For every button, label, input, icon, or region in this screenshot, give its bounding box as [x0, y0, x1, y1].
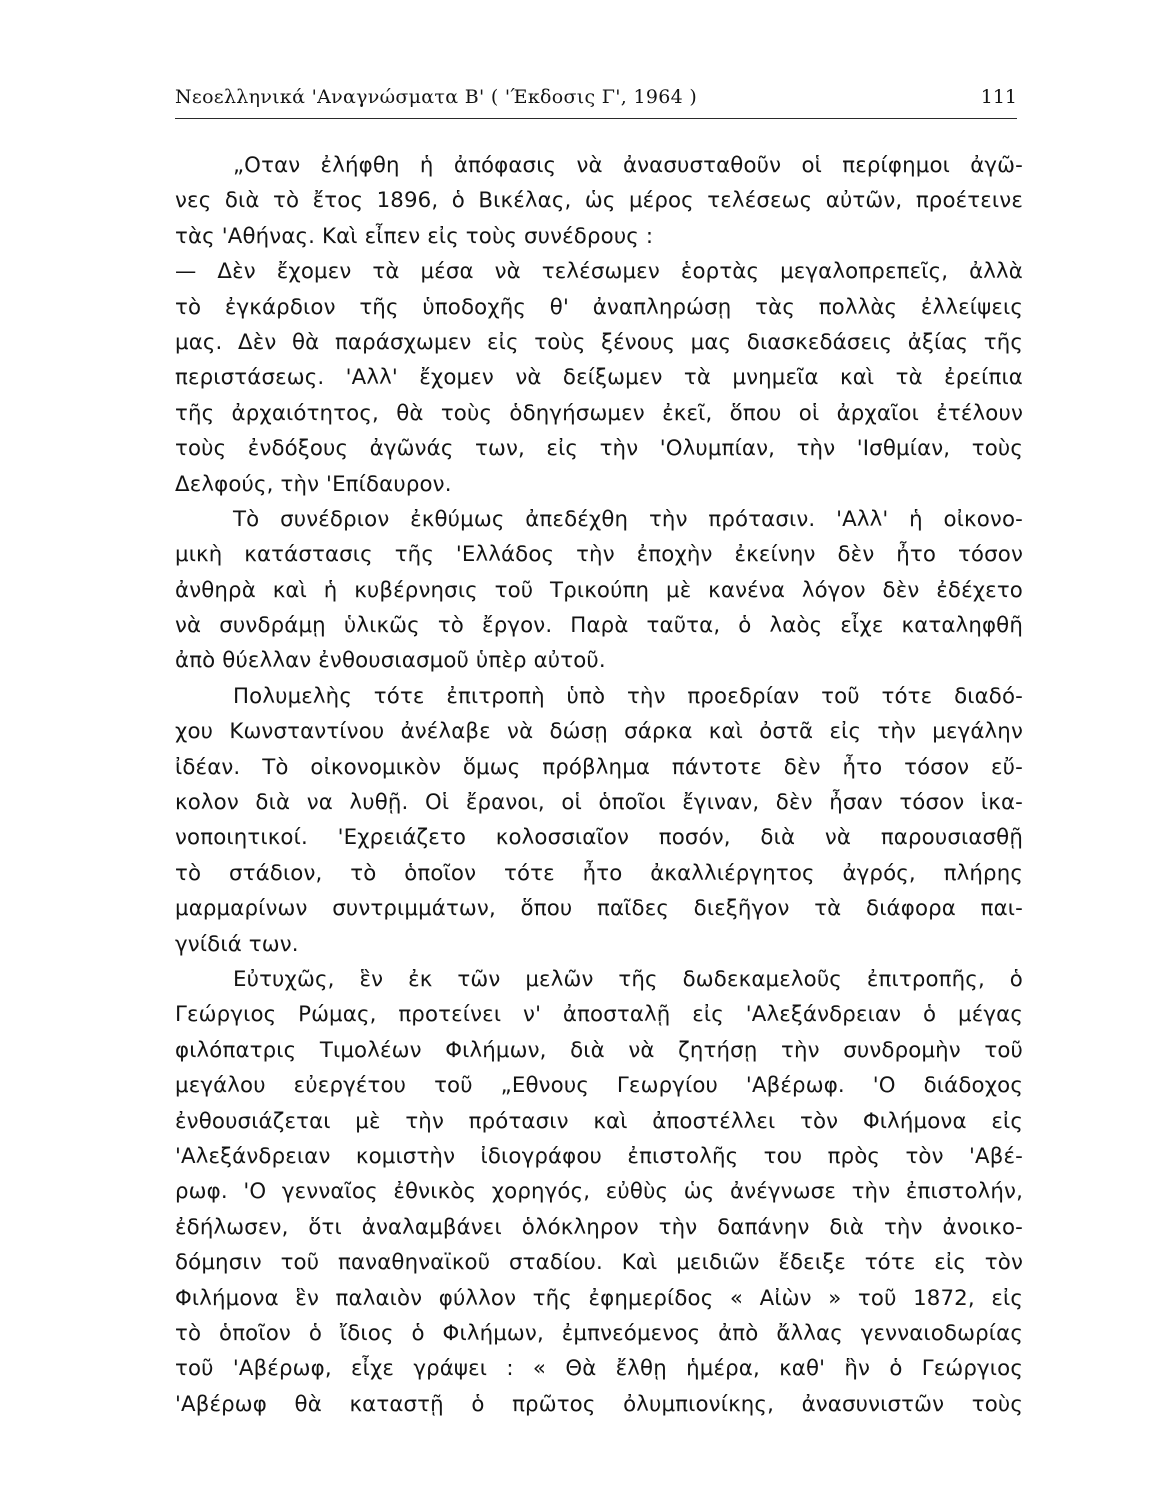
text-line: ἀπὸ θύελλαν ἐνθουσιασμοῦ ὑπὲρ αὐτοῦ. — [175, 648, 606, 674]
text-line: δόμησιν τοῦ παναθηναϊκοῦ σταδίου. Καὶ μειδιῶν ἔδειξε τότε εἰς τὸν — [175, 1250, 1023, 1276]
text-line: Φιλήμονα ἓν παλαιὸν φύλλον τῆς ἐφημερίδος « Αἰὼν » τοῦ 1872, εἰς — [175, 1285, 1023, 1311]
text-line: περιστάσεως. 'Αλλ' ἔχομεν νὰ δείξωμεν τὰ μνημεῖα καὶ τὰ ἐρείπια — [175, 365, 1023, 391]
running-header-title: Νεοελληνικά 'Αναγνώσματα Β' ( 'Έκδοσις Γ', 1964 ) — [175, 86, 698, 108]
text-line: τὰς 'Αθήνας. Καὶ εἶπεν εἰς τοὺς συνέδρους : — [175, 223, 654, 249]
text-line: μικὴ κατάστασις τῆς 'Ελλάδος τὴν ἐποχὴν ἐκείνην δὲν ἦτο τόσον — [175, 542, 1023, 568]
page-header — [175, 84, 1017, 119]
text-line: τὸ ὁποῖον ὁ ἴδιος ὁ Φιλήμων, ἐμπνεόμενος ἀπὸ ἄλλας γενναιοδωρίας — [175, 1320, 1023, 1346]
text-line: ἰδέαν. Τὸ οἰκονομικὸν ὅμως πρόβλημα πάντοτε δὲν ἦτο τόσον εὔ- — [175, 754, 1023, 780]
text-line: μας. Δὲν θὰ παράσχωμεν εἰς τοὺς ξένους μας διασκεδάσεις ἀξίας τῆς — [175, 329, 1023, 355]
text-line: κολον διὰ να λυθῇ. Οἱ ἔρανοι, οἱ ὁποῖοι ἔγιναν, δὲν ἦσαν τόσον ἱκα- — [175, 790, 1023, 816]
text-line: τῆς ἀρχαιότητος, θὰ τοὺς ὁδηγήσωμεν ἐκεῖ, ὅπου οἱ ἀρχαῖοι ἐτέλουν — [175, 400, 1023, 426]
text-line: — Δὲν ἔχομεν τὰ μέσα νὰ τελέσωμεν ἑορτὰς μεγαλοπρεπεῖς, ἀλλὰ — [175, 259, 1023, 285]
text-line: χου Κωνσταντίνου ἀνέλαβε νὰ δώσῃ σάρκα καὶ ὀστᾶ εἰς τὴν μεγάλην — [175, 719, 1023, 745]
text-line: ἐδήλωσεν, ὅτι ἀναλαμβάνει ὁλόκληρον τὴν δαπάνην διὰ τὴν ἀνοικο- — [175, 1214, 1023, 1240]
text-line: Γεώργιος Ρώμας, προτείνει ν' ἀποσταλῇ εἰς 'Αλεξάνδρειαν ὁ μέγας — [175, 1002, 1023, 1028]
text-line: γνίδιά των. — [175, 931, 299, 957]
text-line: Τὸ συνέδριον ἐκθύμως ἀπεδέχθη τὴν πρότασιν. 'Αλλ' ἡ οἰκονο- — [233, 506, 1023, 532]
text-line: Δελφούς, τὴν 'Επίδαυρον. — [175, 471, 452, 497]
text-line: ρωφ. 'Ο γενναῖος ἐθνικὸς χορηγός, εὐθὺς ὡς ἀνέγνωσε τὴν ἐπιστολήν, — [175, 1179, 1023, 1205]
text-line: 'Αλεξάνδρειαν κομιστὴν ἰδιογράφου ἐπιστολῆς του πρὸς τὸν 'Αβέ- — [175, 1143, 1023, 1169]
text-line: μαρμαρίνων συντριμμάτων, ὅπου παῖδες διεξῆγον τὰ διάφορα παι- — [175, 896, 1023, 922]
text-line: ἐνθουσιάζεται μὲ τὴν πρότασιν καὶ ἀποστέλλει τὸν Φιλήμονα εἰς — [175, 1108, 1023, 1134]
body-text — [175, 148, 1023, 1422]
page-number: 111 — [980, 86, 1017, 108]
text-line: φιλόπατρις Τιμολέων Φιλήμων, διὰ νὰ ζητήσῃ τὴν συνδρομὴν τοῦ — [175, 1037, 1023, 1063]
text-line: τοὺς ἐνδόξους ἀγῶνάς των, εἰς τὴν 'Ολυμπίαν, τὴν 'Ισθμίαν, τοὺς — [175, 436, 1023, 462]
text-line: νὰ συνδράμῃ ὑλικῶς τὸ ἔργον. Παρὰ ταῦτα, ὁ λαὸς εἶχε καταληφθῆ — [175, 613, 1023, 639]
text-line: τὸ ἐγκάρδιον τῆς ὑποδοχῆς θ' ἀναπληρώσῃ τὰς πολλὰς ἐλλείψεις — [175, 294, 1023, 320]
text-line: 'Αβέρωφ θὰ καταστῇ ὁ πρῶτος ὀλυμπιονίκης, ἀνασυνιστῶν τοὺς — [175, 1391, 1023, 1417]
text-line: Πολυμελὴς τότε ἐπιτροπὴ ὑπὸ τὴν προεδρίαν τοῦ τότε διαδό- — [233, 683, 1023, 709]
text-line: τοῦ 'Αβέρωφ, εἶχε γράψει : « Θὰ ἔλθῃ ἡμέρα, καθ' ἣν ὁ Γεώργιος — [175, 1356, 1023, 1382]
text-line: Εὐτυχῶς, ἓν ἐκ τῶν μελῶν τῆς δωδεκαμελοῦς ἐπιτροπῆς, ὁ — [233, 966, 1023, 992]
text-line: „Οταν ἐλήφθη ἡ ἀπόφασις νὰ ἀνασυσταθοῦν οἱ περίφημοι ἀγῶ- — [233, 153, 1023, 178]
text-line: ἀνθηρὰ καὶ ἡ κυβέρνησις τοῦ Τρικούπη μὲ κανένα λόγον δὲν ἐδέχετο — [175, 577, 1023, 603]
text-line: νες διὰ τὸ ἔτος 1896, ὁ Βικέλας, ὡς μέρος τελέσεως αὐτῶν, προέτεινε — [175, 188, 1023, 214]
text-line: τὸ στάδιον, τὸ ὁποῖον τότε ἦτο ἀκαλλιέργητος ἀγρός, πλήρης — [175, 860, 1023, 886]
text-line: νοποιητικοί. 'Εχρειάζετο κολοσσιαῖον ποσόν, διὰ νὰ παρουσιασθῇ — [175, 825, 1023, 851]
text-line: μεγάλου εὐεργέτου τοῦ „Εθνους Γεωργίου 'Αβέρωφ. 'Ο διάδοχος — [175, 1073, 1023, 1099]
